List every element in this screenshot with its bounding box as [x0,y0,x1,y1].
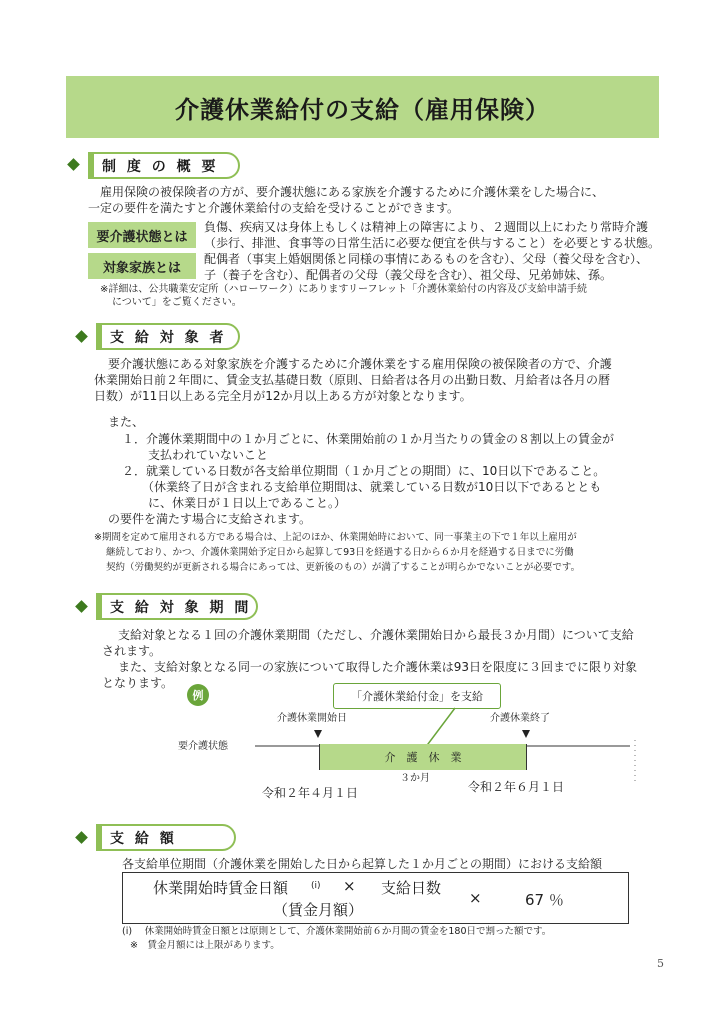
requirement-line: ２．就業している日数が各支給単位期間（１か月ごとの期間）に、10日以下であること。 [122,464,606,478]
note-line: 継続しており、かつ、介護休業開始予定日から起算して93日を経過する日から６か月を経過する日までに労働 [106,547,574,558]
bullet-diamond-icon [67,158,80,171]
note-line: ※詳細は、公共職業安定所（ハローワーク）にありますリーフレット「介護休業給付の内容及び支給申請手続 [100,284,587,295]
formula-times-rate: × [469,889,482,907]
paragraph-line: 日数）が11日以上ある完全月が12か月以上ある方が対象となります。 [94,389,472,403]
definition-text: 配偶者（事実上婚姻関係と同様の事情にあるものを含む）、父母（養父母を含む）、 [204,252,649,266]
definition-text: 子（養子を含む）、配偶者の父母（義父母を含む）、祖父母、兄弟姉妹、孫。 [204,268,613,282]
section-heading-text: 制 度 の 概 要 [102,158,219,175]
section-heading-overview [88,152,240,179]
formula-rate: 67 ％ [525,891,564,909]
requirement-line: （休業終了日が含まれる支給単位期間は、就業している日数が10日以下であるととも [142,480,602,494]
paragraph-line: となります。 [102,676,174,690]
paragraph-line: 支給対象となる１回の介護休業期間（ただし、介護休業開始日から最長３か月間）について支給 [118,628,634,642]
section-heading-amount [96,824,236,851]
formula-footnote-mark: (i) [311,881,321,891]
callout-text: 「介護休業給付金」を支給 [351,690,483,703]
definition-label: 対象家族とは [88,253,196,279]
paragraph-line: 要介護状態にある対象家族を介護するために介護休業をする雇用保険の被保険者の方で、介護 [108,357,612,371]
example-badge: 例 [187,684,209,706]
formula-box [122,872,629,924]
page-number: 5 [657,957,664,970]
leave-period-bar [319,744,527,770]
start-date: 令和２年４月１日 [262,786,359,800]
definition-text: 負傷、疾病又は身体上もしくは精神上の障害により、２週間以上にわたり常時介護 [204,220,649,234]
start-label: 介護休業開始日 [277,713,347,724]
page-title-banner [66,76,659,138]
state-label: 要介護状態 [178,741,228,752]
paragraph-line: 一定の要件を満たすと介護休業給付の支給を受けることができます。 [88,201,460,215]
footnote-line: ※ 賃金月額には上限があります。 [130,940,280,951]
end-marker [522,730,530,738]
paragraph-line: されます。 [102,644,162,658]
start-marker [314,730,322,738]
formula-term-wage: 休業開始時賃金日額 [153,879,289,897]
requirement-line: １．介護休業期間中の１か月ごとに、休業開始前の１か月当たりの賃金の８割以上の賃金が [122,432,615,446]
paragraph-line: の要件を満たす場合に支給されます。 [108,512,312,526]
bullet-diamond-icon [75,330,88,343]
paragraph-line: 休業開始日前２年間に、賃金支払基礎日数（原則、日給者は各月の出勤日数、月給者は各月の暦 [94,373,611,387]
duration-label: ３か月 [400,773,430,784]
section-heading-text: 支 給 対 象 者 [110,329,227,346]
section-heading-period [96,593,258,620]
requirement-line: に、休業日が１日以上であること。） [148,496,347,510]
end-date: 令和２年６月１日 [468,780,565,794]
section-heading-recipients [96,323,240,350]
section-heading-text: 支 給 対 象 期 間 [110,599,252,616]
bullet-diamond-icon [75,831,88,844]
note-line: 契約（労働契約が更新される場合にあっては、更新後のもの）が満了することが明らかでないことが必要です。 [106,562,581,573]
bullet-diamond-icon [75,600,88,613]
note-line: ※期間を定めて雇用される方である場合は、上記のほか、休業開始時において、同一事業主の下で１年以上雇用が [94,532,577,543]
definition-text: （歩行、排泄、食事等の日常生活に必要な便宜を供与すること）を必要とする状態。 [204,236,661,250]
leave-period-label: 介 護 休 業 [384,751,462,764]
end-label: 介護休業終了 [490,713,550,724]
footnote-line: (i) 休業開始時賃金日額とは原則として、介護休業開始前６か月間の賃金を180日で割った額です。 [122,926,552,937]
paragraph-line: また、 [108,415,145,429]
paragraph-line: 各支給単位期間（介護休業を開始した日から起算した１か月ごとの期間）における支給額 [122,857,603,871]
paragraph-line: また、支給対象となる同一の家族について取得した介護休業は93日を限度に３回までに限り対象 [118,660,638,674]
note-line: について」をご覧ください。 [112,297,242,308]
formula-term-days: 支給日数 [381,879,442,897]
section-heading-text: 支 給 額 [110,830,177,847]
page-title: 介護休業給付の支給（雇用保険） [175,95,550,124]
formula-term-monthly: （賃金月額） [273,901,364,919]
formula-times: × [343,877,356,895]
requirement-line: 支払われていないこと [148,448,269,462]
paragraph-line: 雇用保険の被保険者の方が、要介護状態にある家族を介護するために介護休業をした場合に、 [100,185,605,199]
definition-label: 要介護状態とは [88,222,196,248]
